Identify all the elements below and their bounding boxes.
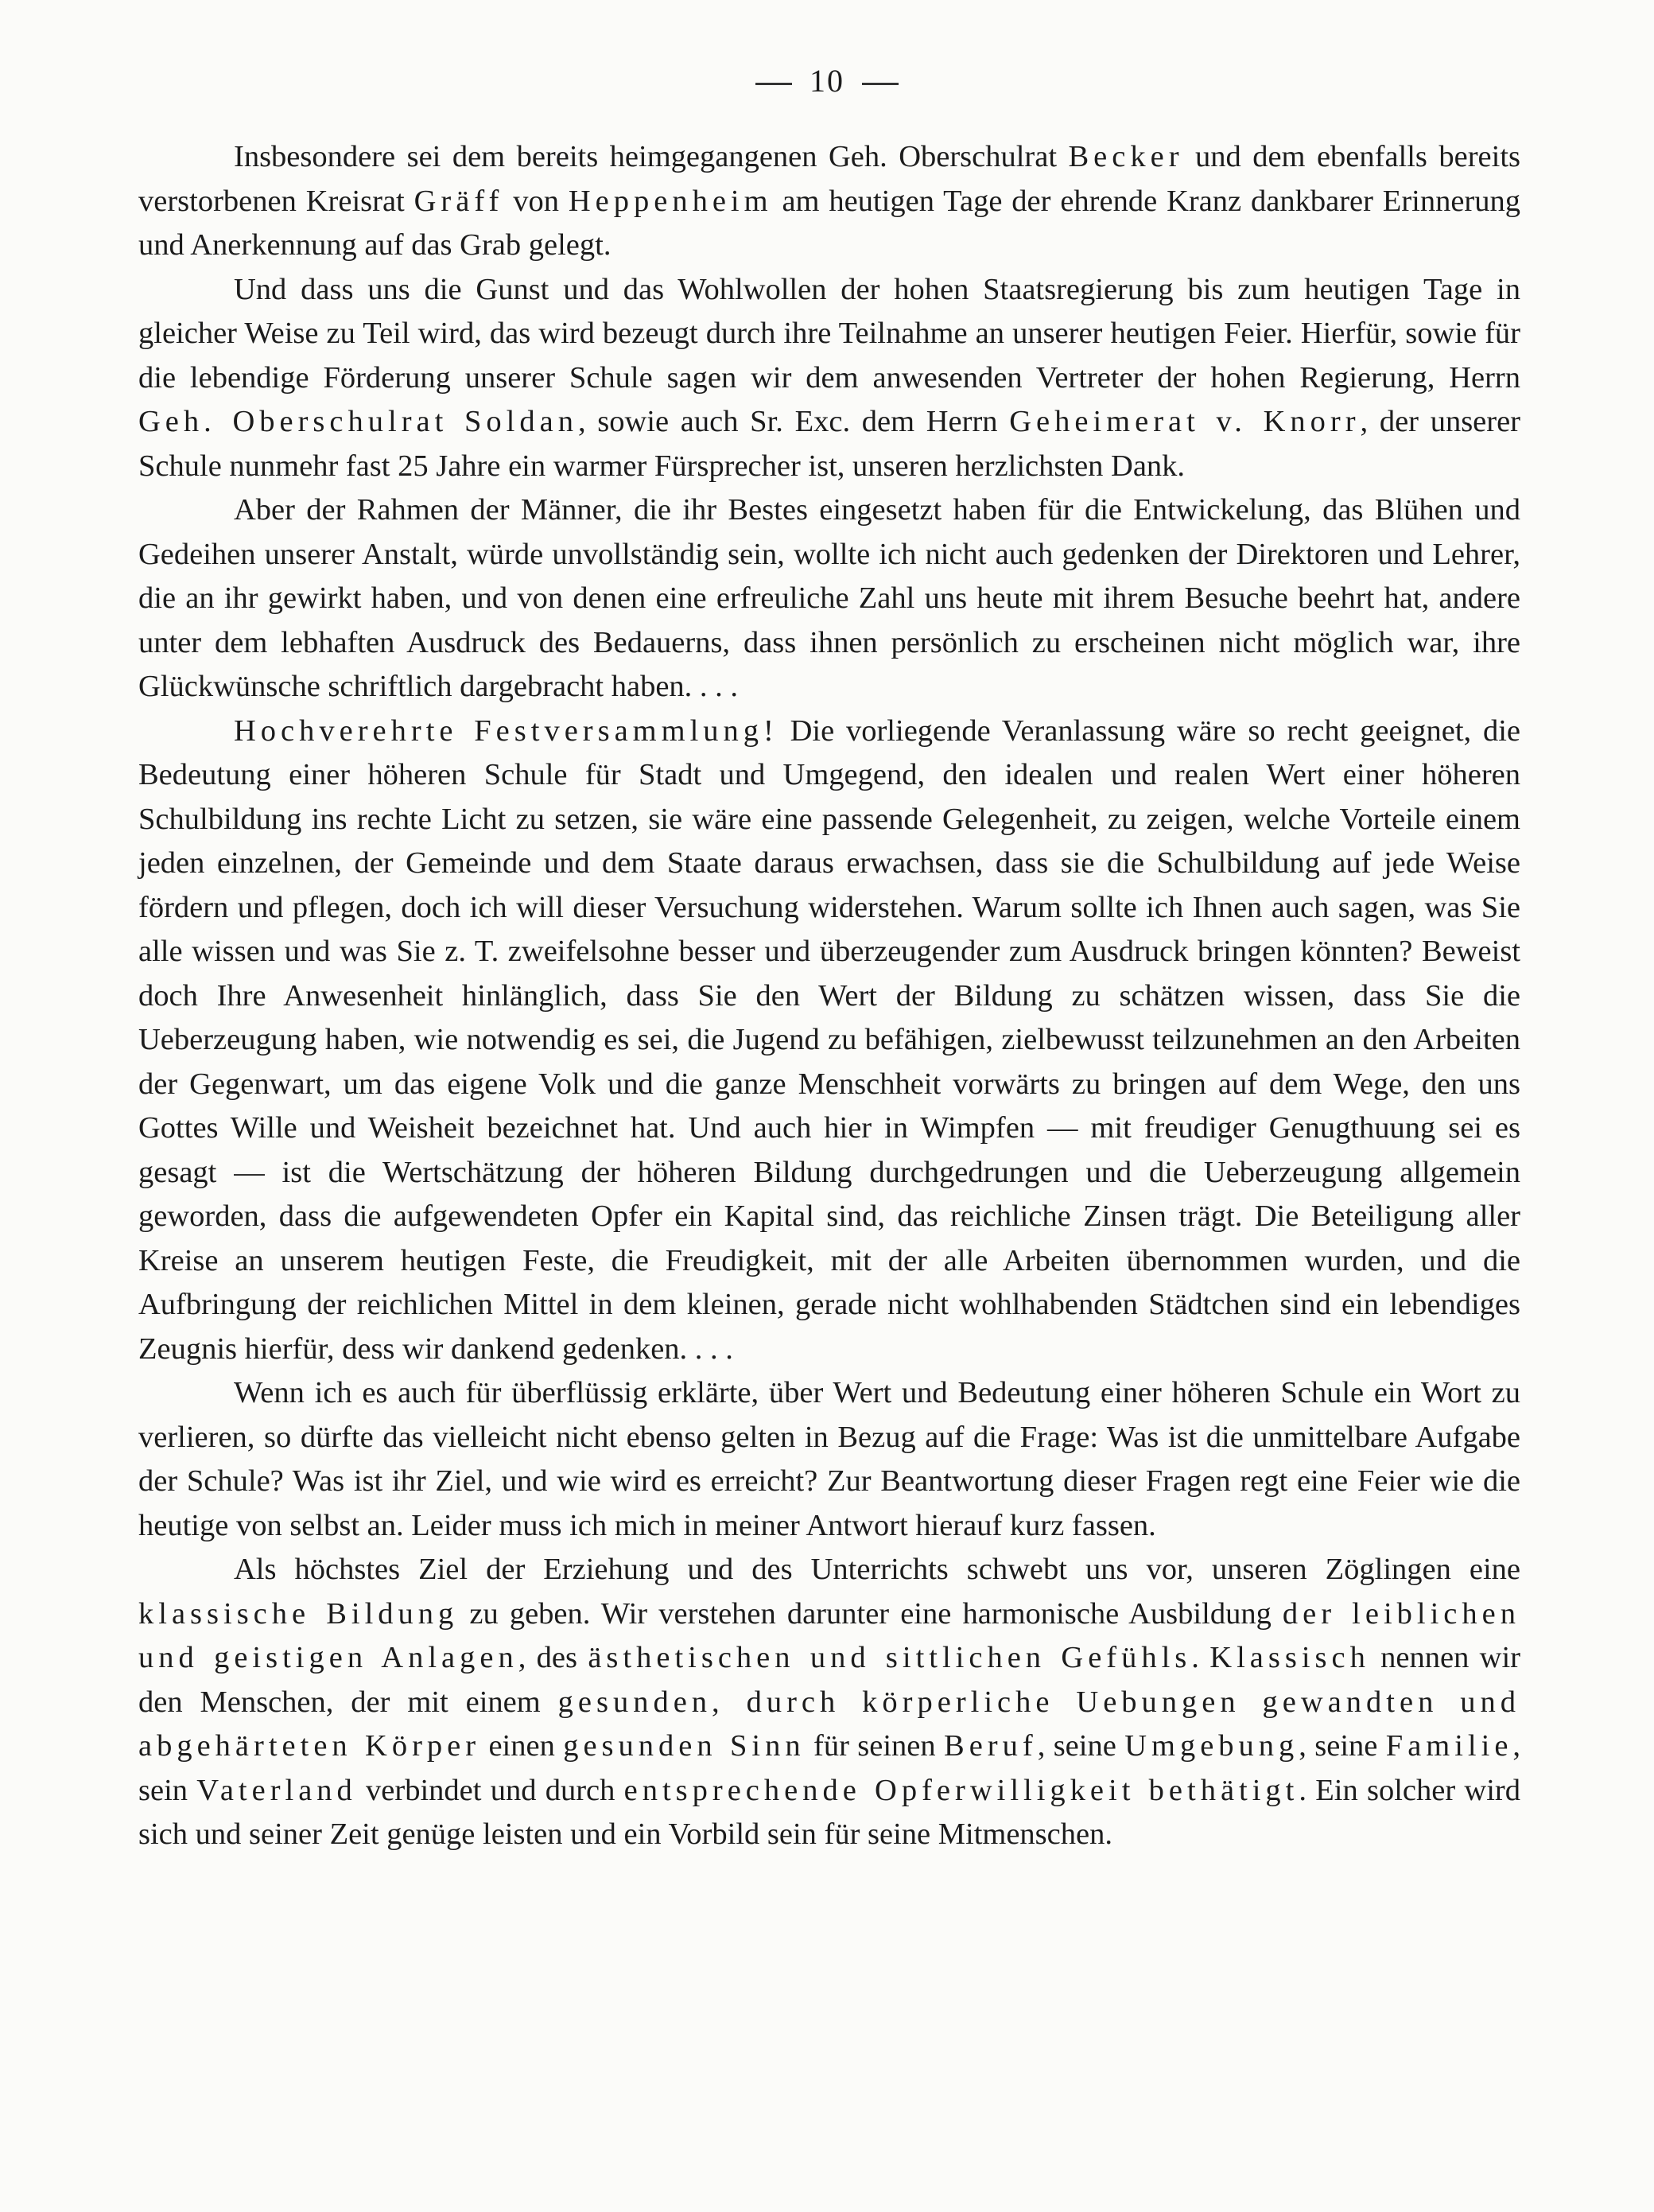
- text-segment: von: [503, 184, 569, 218]
- paragraph: [138, 709, 1520, 1372]
- dash-left: [755, 83, 792, 85]
- paragraph: [138, 488, 1520, 709]
- dash-right: [862, 83, 899, 85]
- text-segment: , sowie auch Sr. Exc. dem Herrn: [577, 405, 1010, 438]
- paragraph: [138, 135, 1520, 268]
- paragraph: [138, 1371, 1520, 1548]
- emphasized-text: ästhetischen und sittlichen Gefühls: [588, 1641, 1192, 1674]
- emphasized-text: Klassisch: [1209, 1641, 1370, 1674]
- text-segment: , seine: [1299, 1729, 1386, 1763]
- text-segment: am heutigen Tage der ehrende Kranz dankbarer Erinnerung und Anerkennung auf das Grab gelegt.: [138, 184, 1521, 262]
- page-number-header: [0, 62, 1654, 99]
- emphasized-text: Beruf: [944, 1729, 1038, 1763]
- emphasized-text: Becker: [1068, 140, 1184, 173]
- emphasized-text: Heppenheim: [568, 184, 773, 218]
- text-segment: , sein: [138, 1729, 1521, 1807]
- text-segment: Als höchstes Ziel der Erziehung und des Unterrichts schwebt uns vor, unseren Zöglingen eine: [234, 1553, 1520, 1586]
- paragraph: [138, 268, 1520, 489]
- text-segment: , seine: [1037, 1729, 1125, 1763]
- text-segment: Wenn ich es auch für überflüssig erklärte, über Wert und Bedeutung einer höheren Schule ein Wort zu verlieren, so dürfte das vielleicht nicht ebenso gelten in Bezug auf die Frage: Was ist die unmittelbare Aufgabe der Schule? Was ist ihr Ziel, und wie wird es erreicht? Zur Beantwortung dieser Fragen regt eine Feier wie die heutige von selbst an. Leider muss ich mich in meiner Antwort hierauf kurz fassen.: [138, 1376, 1520, 1542]
- emphasized-text: klassische Bildung: [138, 1596, 459, 1631]
- text-segment: , des: [518, 1641, 588, 1674]
- page-number: 10: [810, 63, 844, 99]
- text-segment: nennen wir den Menschen, der mit einem: [138, 1641, 1521, 1719]
- text-segment: verbindet und durch: [356, 1773, 624, 1807]
- emphasized-text: gesunden Sinn: [563, 1729, 806, 1763]
- emphasized-text: der leiblichen und geistigen Anlagen: [138, 1596, 1520, 1674]
- body-text: [138, 135, 1520, 1857]
- text-segment: Die vorliegende Veranlassung wäre so recht geeignet, die Bedeutung einer höheren Schule für Stadt und Umgegend, den idealen und realen Wert einer höheren Schulbildung ins rechte Licht zu setzen, sie wäre eine passende Gelegenheit, zu zeigen, welche Vorteile einem jeden einzelnen, der Gemeinde und dem Staate daraus erwachsen, dass sie die Schulbildung auf jede Weise fördern und pflegen, doch ich will dieser Versuchung widerstehen. Warum sollte ich Ihnen auch sagen, was Sie alle wissen und was Sie z. T. zweifelsohne besser und überzeugender zum Ausdruck bringen könnten? Beweist doch Ihre Anwesenheit hinlänglich, dass Sie den Wert der Bildung zu schätzen wissen, dass Sie die Ueberzeugung haben, wie notwendig es sei, die Jugend zu befähigen, zielbewusst teilzunehmen an den Arbeiten der Gegenwart, um das eigene Volk und die ganze Menschheit vorwärts zu bringen auf dem Wege, den uns Gottes Wille und Weisheit bezeichnet hat. Und auch hier in Wimpfen — mit freudiger Genugthuung sei es gesagt — ist die Wertschätzung der höheren Bildung durchgedrungen und die Ueberzeugung allgemein geworden, dass die aufgewendeten Opfer ein Kapital sind, das reichliche Zinsen trägt. Die Beteiligung aller Kreise an unserem heutigen Feste, die Freudigkeit, mit der alle Arbeiten übernommen wurden, und die Aufbringung der reichlichen Mittel in dem kleinen, gerade nicht wohlhabenden Städtchen sind ein lebendiges Zeugnis hierfür, dess wir dankend gedenken. . . .: [138, 713, 1520, 1366]
- emphasized-text: Geh. Oberschulrat Soldan: [138, 405, 578, 438]
- text-segment: einen: [480, 1729, 564, 1763]
- text-segment: , der unserer Schule nunmehr fast 25 Jahre ein warmer Fürsprecher ist, unseren herzlichsten Dank.: [138, 405, 1520, 483]
- text-segment: zu geben. Wir verstehen darunter eine harmonische Ausbildung: [458, 1596, 1283, 1631]
- emphasized-text: Familie: [1385, 1729, 1513, 1763]
- text-segment: und dem ebenfalls bereits verstorbenen Kreisrat: [138, 140, 1520, 218]
- emphasized-text: Vaterland: [196, 1773, 357, 1807]
- text-segment: Insbesondere sei dem bereits heimgegangenen Geh. Oberschulrat: [234, 140, 1069, 173]
- text-segment: . Ein solcher wird sich und seiner Zeit genüge leisten und ein Vorbild sein für seine Mitmenschen.: [138, 1773, 1520, 1851]
- text-segment: Aber der Rahmen der Männer, die ihr Bestes eingesetzt haben für die Entwickelung, das Blühen und Gedeihen unserer Anstalt, würde unvollständig sein, wollte ich nicht auch gedenken der Direktoren und Lehrer, die an ihr gewirkt haben, und von denen eine erfreuliche Zahl uns heute mit ihrem Besuche beehrt hat, andere unter dem lebhaften Ausdruck des Bedauerns, dass ihnen persönlich zu erscheinen nicht möglich war, ihre Glückwünsche schriftlich dargebracht haben. . . .: [138, 493, 1520, 703]
- emphasized-text: Hochverehrte Festversammlung!: [234, 713, 778, 748]
- emphasized-text: entsprechende Opferwilligkeit bethätigt: [623, 1773, 1299, 1807]
- emphasized-text: Geheimerat v. Knorr: [1009, 405, 1361, 438]
- text-segment: Und dass uns die Gunst und das Wohlwollen der hohen Staatsregierung bis zum heutigen Tage in gleicher Weise zu Teil wird, das wird bezeugt durch ihre Teilnahme an unserer heutigen Feier. Hierfür, sowie für die lebendige Förderung unserer Schule sagen wir dem anwesenden Vertreter der hohen Regierung, Herrn: [138, 272, 1520, 395]
- text-segment: für seinen: [805, 1729, 945, 1763]
- emphasized-text: Umgebung: [1124, 1729, 1299, 1763]
- emphasized-text: gesunden, durch körperliche Uebungen gewandten und abgehärteten Körper: [138, 1685, 1520, 1763]
- paragraph: [138, 1548, 1520, 1857]
- text-segment: .: [1191, 1641, 1210, 1674]
- emphasized-text: Gräff: [414, 184, 504, 218]
